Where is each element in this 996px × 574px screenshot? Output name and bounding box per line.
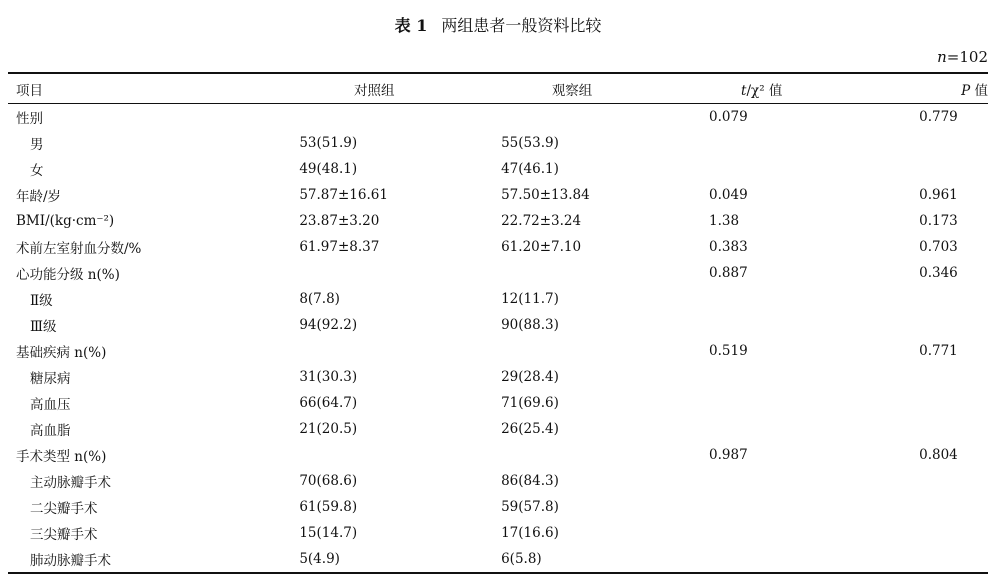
test-statistic-cell: 0.049 [709, 187, 748, 203]
row-label: 三尖瓣手术 [30, 527, 98, 543]
row-label: 手术类型 n(%) [16, 449, 107, 465]
p-value-cell: 0.771 [919, 343, 958, 359]
header-row [8, 73, 988, 104]
table-number: 表 1 [394, 16, 428, 35]
p-value-cell: 0.173 [919, 213, 958, 229]
control-group-cell: 31(30.3) [299, 369, 358, 385]
p-value-cell [883, 312, 988, 338]
header-test-statistic [669, 73, 883, 104]
row-label: 肺动脉瓣手术 [30, 553, 111, 569]
p-value-cell [883, 286, 988, 312]
header-test-statistic-label: /χ² 值 [746, 82, 783, 99]
control-group-cell: 21(20.5) [299, 421, 358, 437]
sample-size-value: =102 [946, 48, 988, 66]
observation-group-cell [475, 104, 669, 131]
table-title: 两组患者一般资料比较 [441, 16, 602, 35]
header-p-symbol: P [961, 82, 971, 99]
test-statistic-cell [669, 546, 883, 573]
observation-group-cell: 6(5.8) [501, 551, 542, 567]
control-group-cell: 57.87±16.61 [299, 187, 388, 203]
sample-size-note [937, 46, 988, 68]
row-label: 术前左室射血分数/% [16, 241, 142, 257]
control-group-cell: 66(64.7) [299, 395, 358, 411]
observation-group-cell: 71(69.6) [501, 395, 559, 411]
table-body [8, 104, 988, 574]
table-row [8, 390, 988, 416]
test-statistic-cell: 0.079 [709, 109, 748, 125]
p-value-cell [883, 156, 988, 182]
p-value-cell: 0.779 [919, 109, 958, 125]
table-row [8, 468, 988, 494]
row-label: 女 [30, 163, 44, 179]
row-label: 年龄/岁 [16, 189, 62, 205]
observation-group-cell: 12(11.7) [501, 291, 559, 307]
table-row [8, 130, 988, 156]
test-statistic-cell: 0.987 [709, 447, 748, 463]
observation-group-cell: 61.20±7.10 [501, 239, 582, 255]
row-label: 高血压 [30, 397, 71, 413]
test-statistic-cell [669, 312, 883, 338]
test-statistic-cell [669, 286, 883, 312]
observation-group-cell: 55(53.9) [501, 135, 559, 151]
table-row [8, 104, 988, 131]
p-value-cell [883, 494, 988, 520]
test-statistic-cell: 0.887 [709, 265, 748, 281]
row-label: 基础疾病 n(%) [16, 345, 107, 361]
row-label: Ⅱ级 [30, 293, 53, 309]
comparison-table [8, 72, 988, 574]
p-value-cell [883, 520, 988, 546]
control-group-cell: 8(7.8) [299, 291, 340, 307]
table-row [8, 208, 988, 234]
control-group-cell: 61(59.8) [299, 499, 358, 515]
control-group-cell: 94(92.2) [299, 317, 358, 333]
table-row [8, 364, 988, 390]
header-item: 项目 [16, 82, 43, 99]
test-statistic-cell [669, 468, 883, 494]
control-group-cell: 53(51.9) [299, 135, 358, 151]
control-group-cell: 23.87±3.20 [299, 213, 380, 229]
control-group-cell [273, 104, 475, 131]
row-label: BMI/(kg·cm⁻²) [16, 213, 115, 229]
row-label: 性别 [16, 111, 43, 127]
test-statistic-cell: 0.519 [709, 343, 748, 359]
control-group-cell: 61.97±8.37 [299, 239, 380, 255]
header-p-value [883, 73, 988, 104]
sample-size-symbol: n [937, 48, 947, 66]
row-label: 主动脉瓣手术 [30, 475, 111, 491]
table-row [8, 312, 988, 338]
test-statistic-cell [669, 364, 883, 390]
control-group-cell: 5(4.9) [299, 551, 340, 567]
observation-group-cell: 57.50±13.84 [501, 187, 590, 203]
control-group-cell: 70(68.6) [299, 473, 358, 489]
control-group-cell [273, 442, 475, 468]
table-row [8, 494, 988, 520]
p-value-cell [883, 546, 988, 573]
table-row [8, 234, 988, 260]
row-label: 高血脂 [30, 423, 71, 439]
p-value-cell [883, 390, 988, 416]
table-row [8, 156, 988, 182]
p-value-cell: 0.804 [919, 447, 958, 463]
p-value-cell: 0.703 [919, 239, 958, 255]
test-statistic-cell: 0.383 [709, 239, 748, 255]
table-row [8, 442, 988, 468]
header-test-statistic-symbol: t [741, 82, 747, 99]
observation-group-cell: 86(84.3) [501, 473, 559, 489]
table-row [8, 416, 988, 442]
table-row [8, 520, 988, 546]
p-value-cell: 0.961 [919, 187, 958, 203]
test-statistic-cell [669, 520, 883, 546]
observation-group-cell: 26(25.4) [501, 421, 559, 437]
control-group-cell [273, 260, 475, 286]
table-row [8, 286, 988, 312]
test-statistic-cell: 1.38 [709, 213, 740, 229]
test-statistic-cell [669, 390, 883, 416]
observation-group-cell: 90(88.3) [501, 317, 559, 333]
table-row [8, 338, 988, 364]
p-value-cell [883, 130, 988, 156]
header-observation-group: 观察组 [551, 82, 593, 99]
p-value-cell [883, 364, 988, 390]
p-value-cell: 0.346 [919, 265, 958, 281]
observation-group-cell [475, 338, 669, 364]
test-statistic-cell [669, 494, 883, 520]
test-statistic-cell [669, 416, 883, 442]
p-value-cell [883, 468, 988, 494]
control-group-cell: 49(48.1) [299, 161, 358, 177]
table-row [8, 260, 988, 286]
row-label: 男 [30, 137, 44, 153]
observation-group-cell: 59(57.8) [501, 499, 559, 515]
control-group-cell: 15(14.7) [299, 525, 358, 541]
header-control-group: 对照组 [353, 82, 395, 99]
observation-group-cell [475, 260, 669, 286]
observation-group-cell [475, 442, 669, 468]
observation-group-cell: 29(28.4) [501, 369, 559, 385]
test-statistic-cell [669, 156, 883, 182]
row-label: 糖尿病 [30, 371, 71, 387]
row-label: Ⅲ级 [30, 319, 57, 335]
header-p-label: 值 [970, 82, 988, 99]
p-value-cell [883, 416, 988, 442]
table-row [8, 546, 988, 573]
row-label: 心功能分级 n(%) [16, 267, 120, 283]
row-label: 二尖瓣手术 [30, 501, 98, 517]
test-statistic-cell [669, 130, 883, 156]
control-group-cell [273, 338, 475, 364]
table-row [8, 182, 988, 208]
observation-group-cell: 17(16.6) [501, 525, 559, 541]
observation-group-cell: 47(46.1) [501, 161, 559, 177]
observation-group-cell: 22.72±3.24 [501, 213, 582, 229]
table-caption [0, 14, 996, 38]
